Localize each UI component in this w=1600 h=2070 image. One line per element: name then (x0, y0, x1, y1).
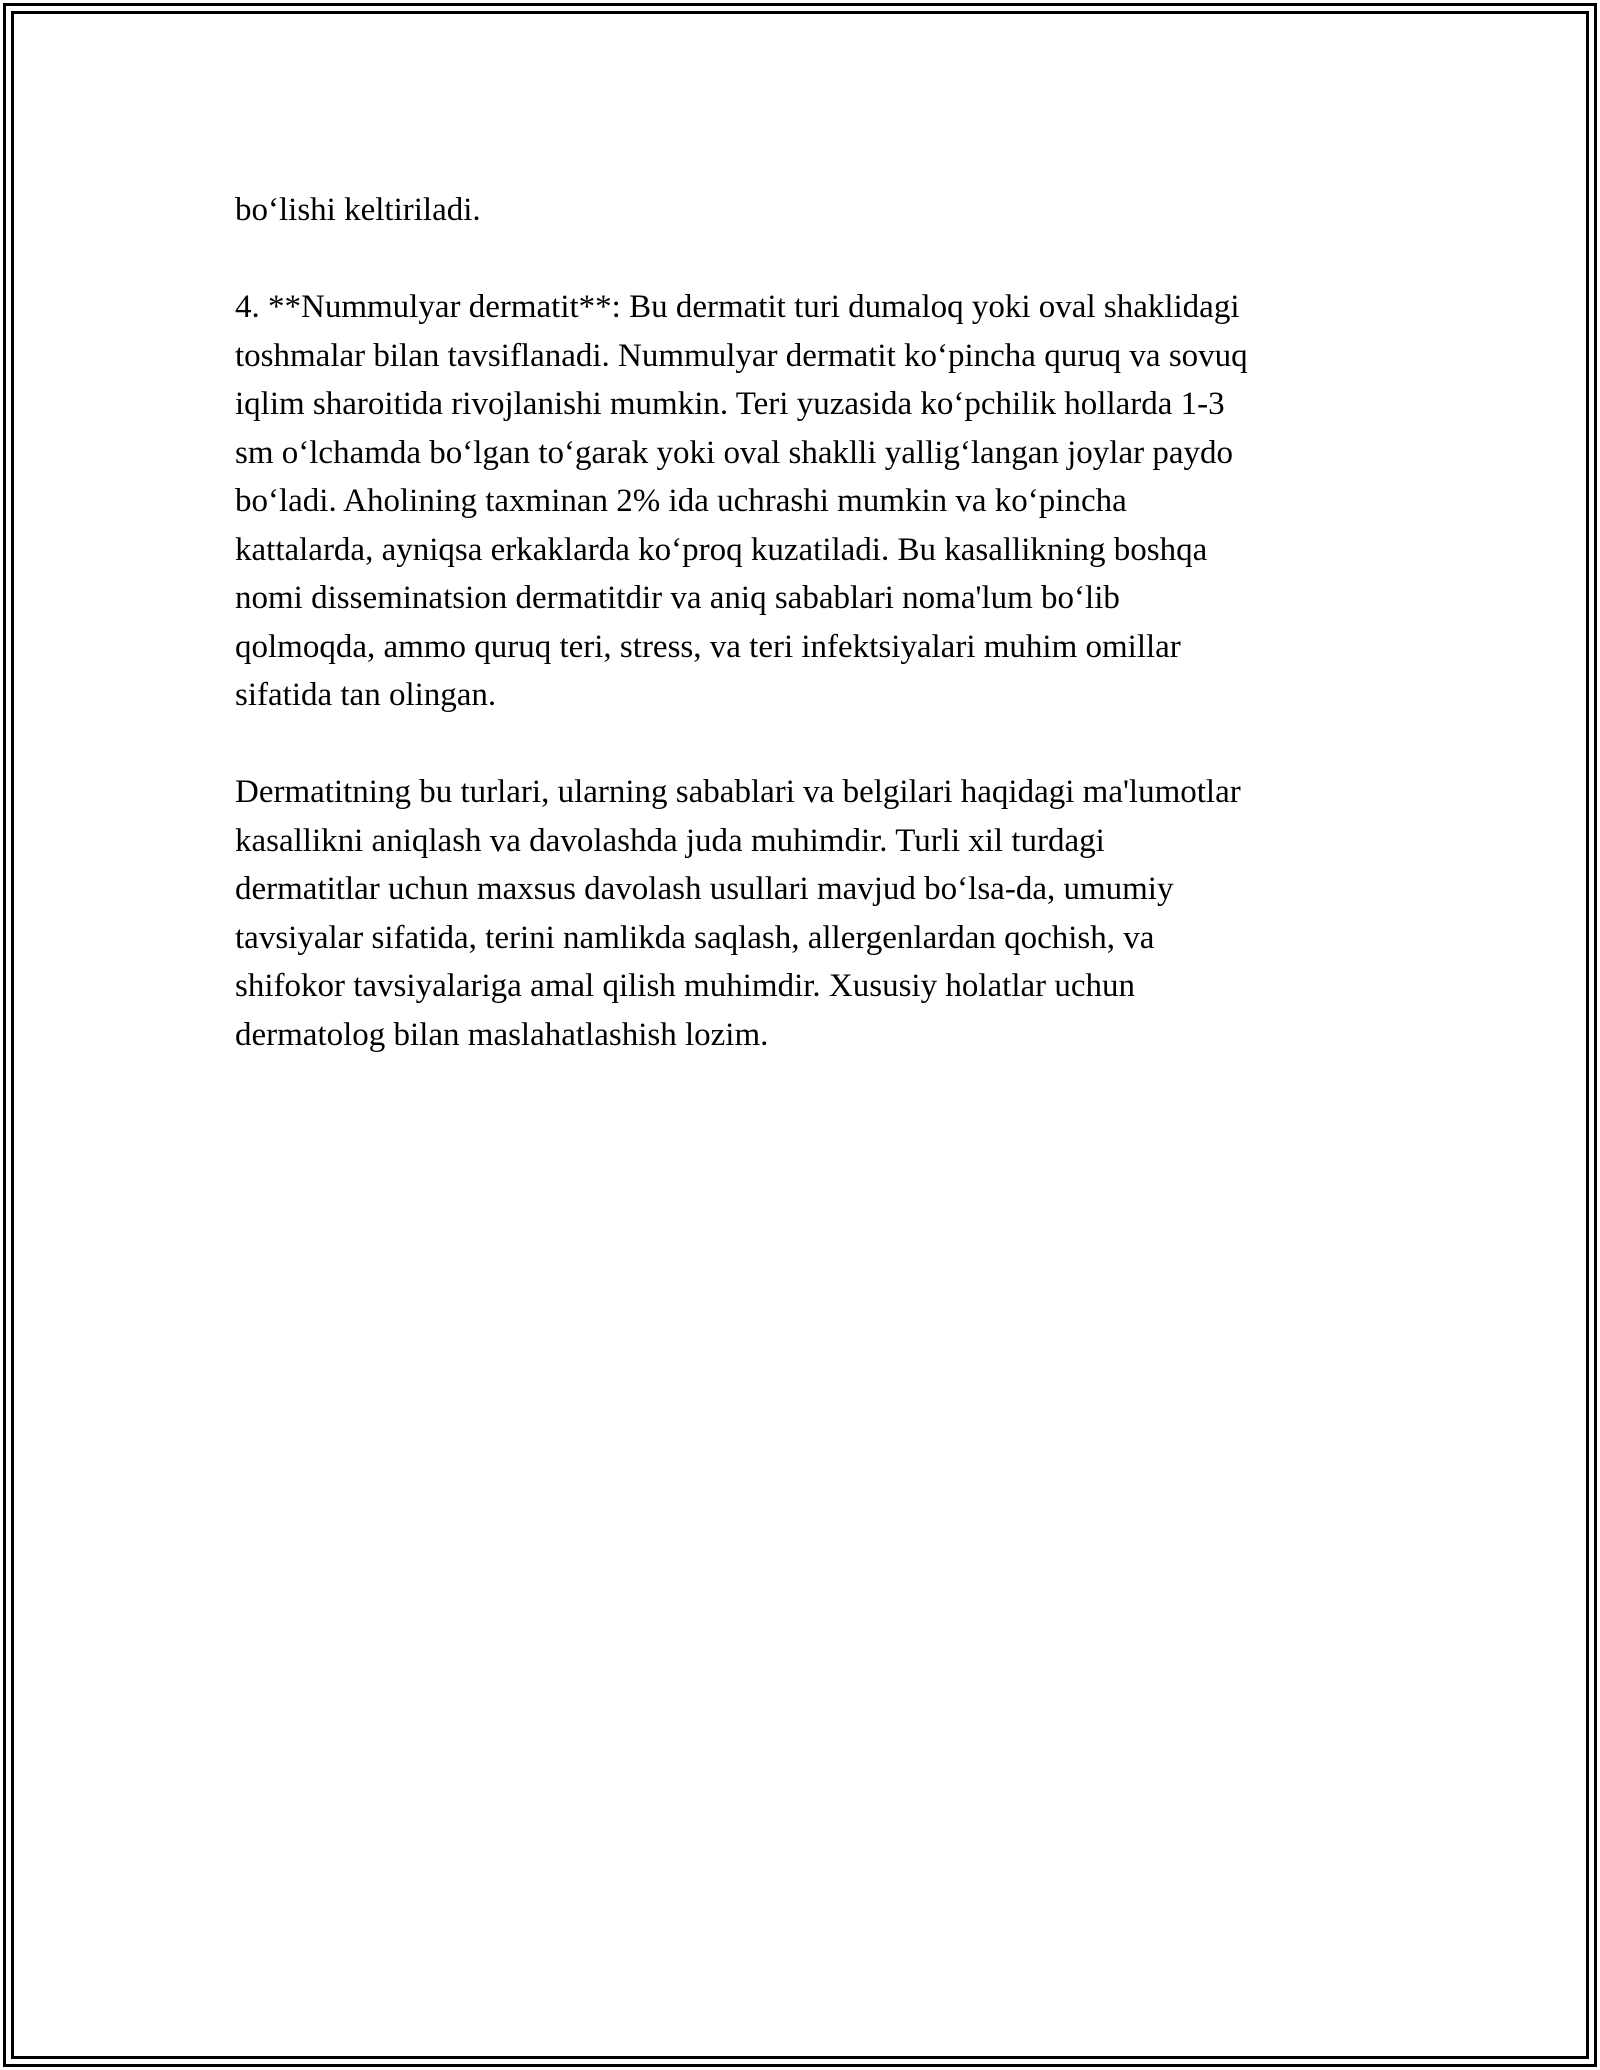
paragraph-continuation: bo‘lishi keltiriladi. (235, 192, 481, 228)
document-body (235, 186, 1365, 1059)
paragraph-nummular-dermatitis: 4. **Nummulyar dermatit**: Bu dermatit turi dumaloq yoki oval shaklidagi toshmalar bilan tavsiflanadi. Nummulyar dermatit ko‘pincha quruq va sovuq iqlim sharoitida rivojlanishi mumkin. Teri yuzasida ko‘pchilik hollarda 1-3 sm o‘lchamda bo‘lgan to‘garak yoki oval shaklli yallig‘langan joylar paydo bo‘ladi. Aholining taxminan 2% ida uchrashi mumkin va ko‘pincha kattalarda, ayniqsa erkaklarda ko‘proq kuzatiladi. Bu kasallikning boshqa nomi disseminatsion dermatitdir va aniq sabablari noma'lum bo‘lib qolmoqda, ammo quruq teri, stress, va teri infektsiyalari muhim omillar sifatida tan olingan. (235, 289, 1248, 713)
paragraph-conclusion: Dermatitning bu turlari, ularning sabablari va belgilari haqidagi ma'lumotlar kasallikni aniqlash va davolashda juda muhimdir. Turli xil turdagi dermatitlar uchun maxsus davolash usullari mavjud bo‘lsa-da, umumiy tavsiyalar sifatida, terini namlikda saqlash, allergenlardan qochish, va shifokor tavsiyalariga amal qilish muhimdir. Xususiy holatlar uchun dermatolog bilan maslahatlashish lozim. (235, 774, 1241, 1053)
